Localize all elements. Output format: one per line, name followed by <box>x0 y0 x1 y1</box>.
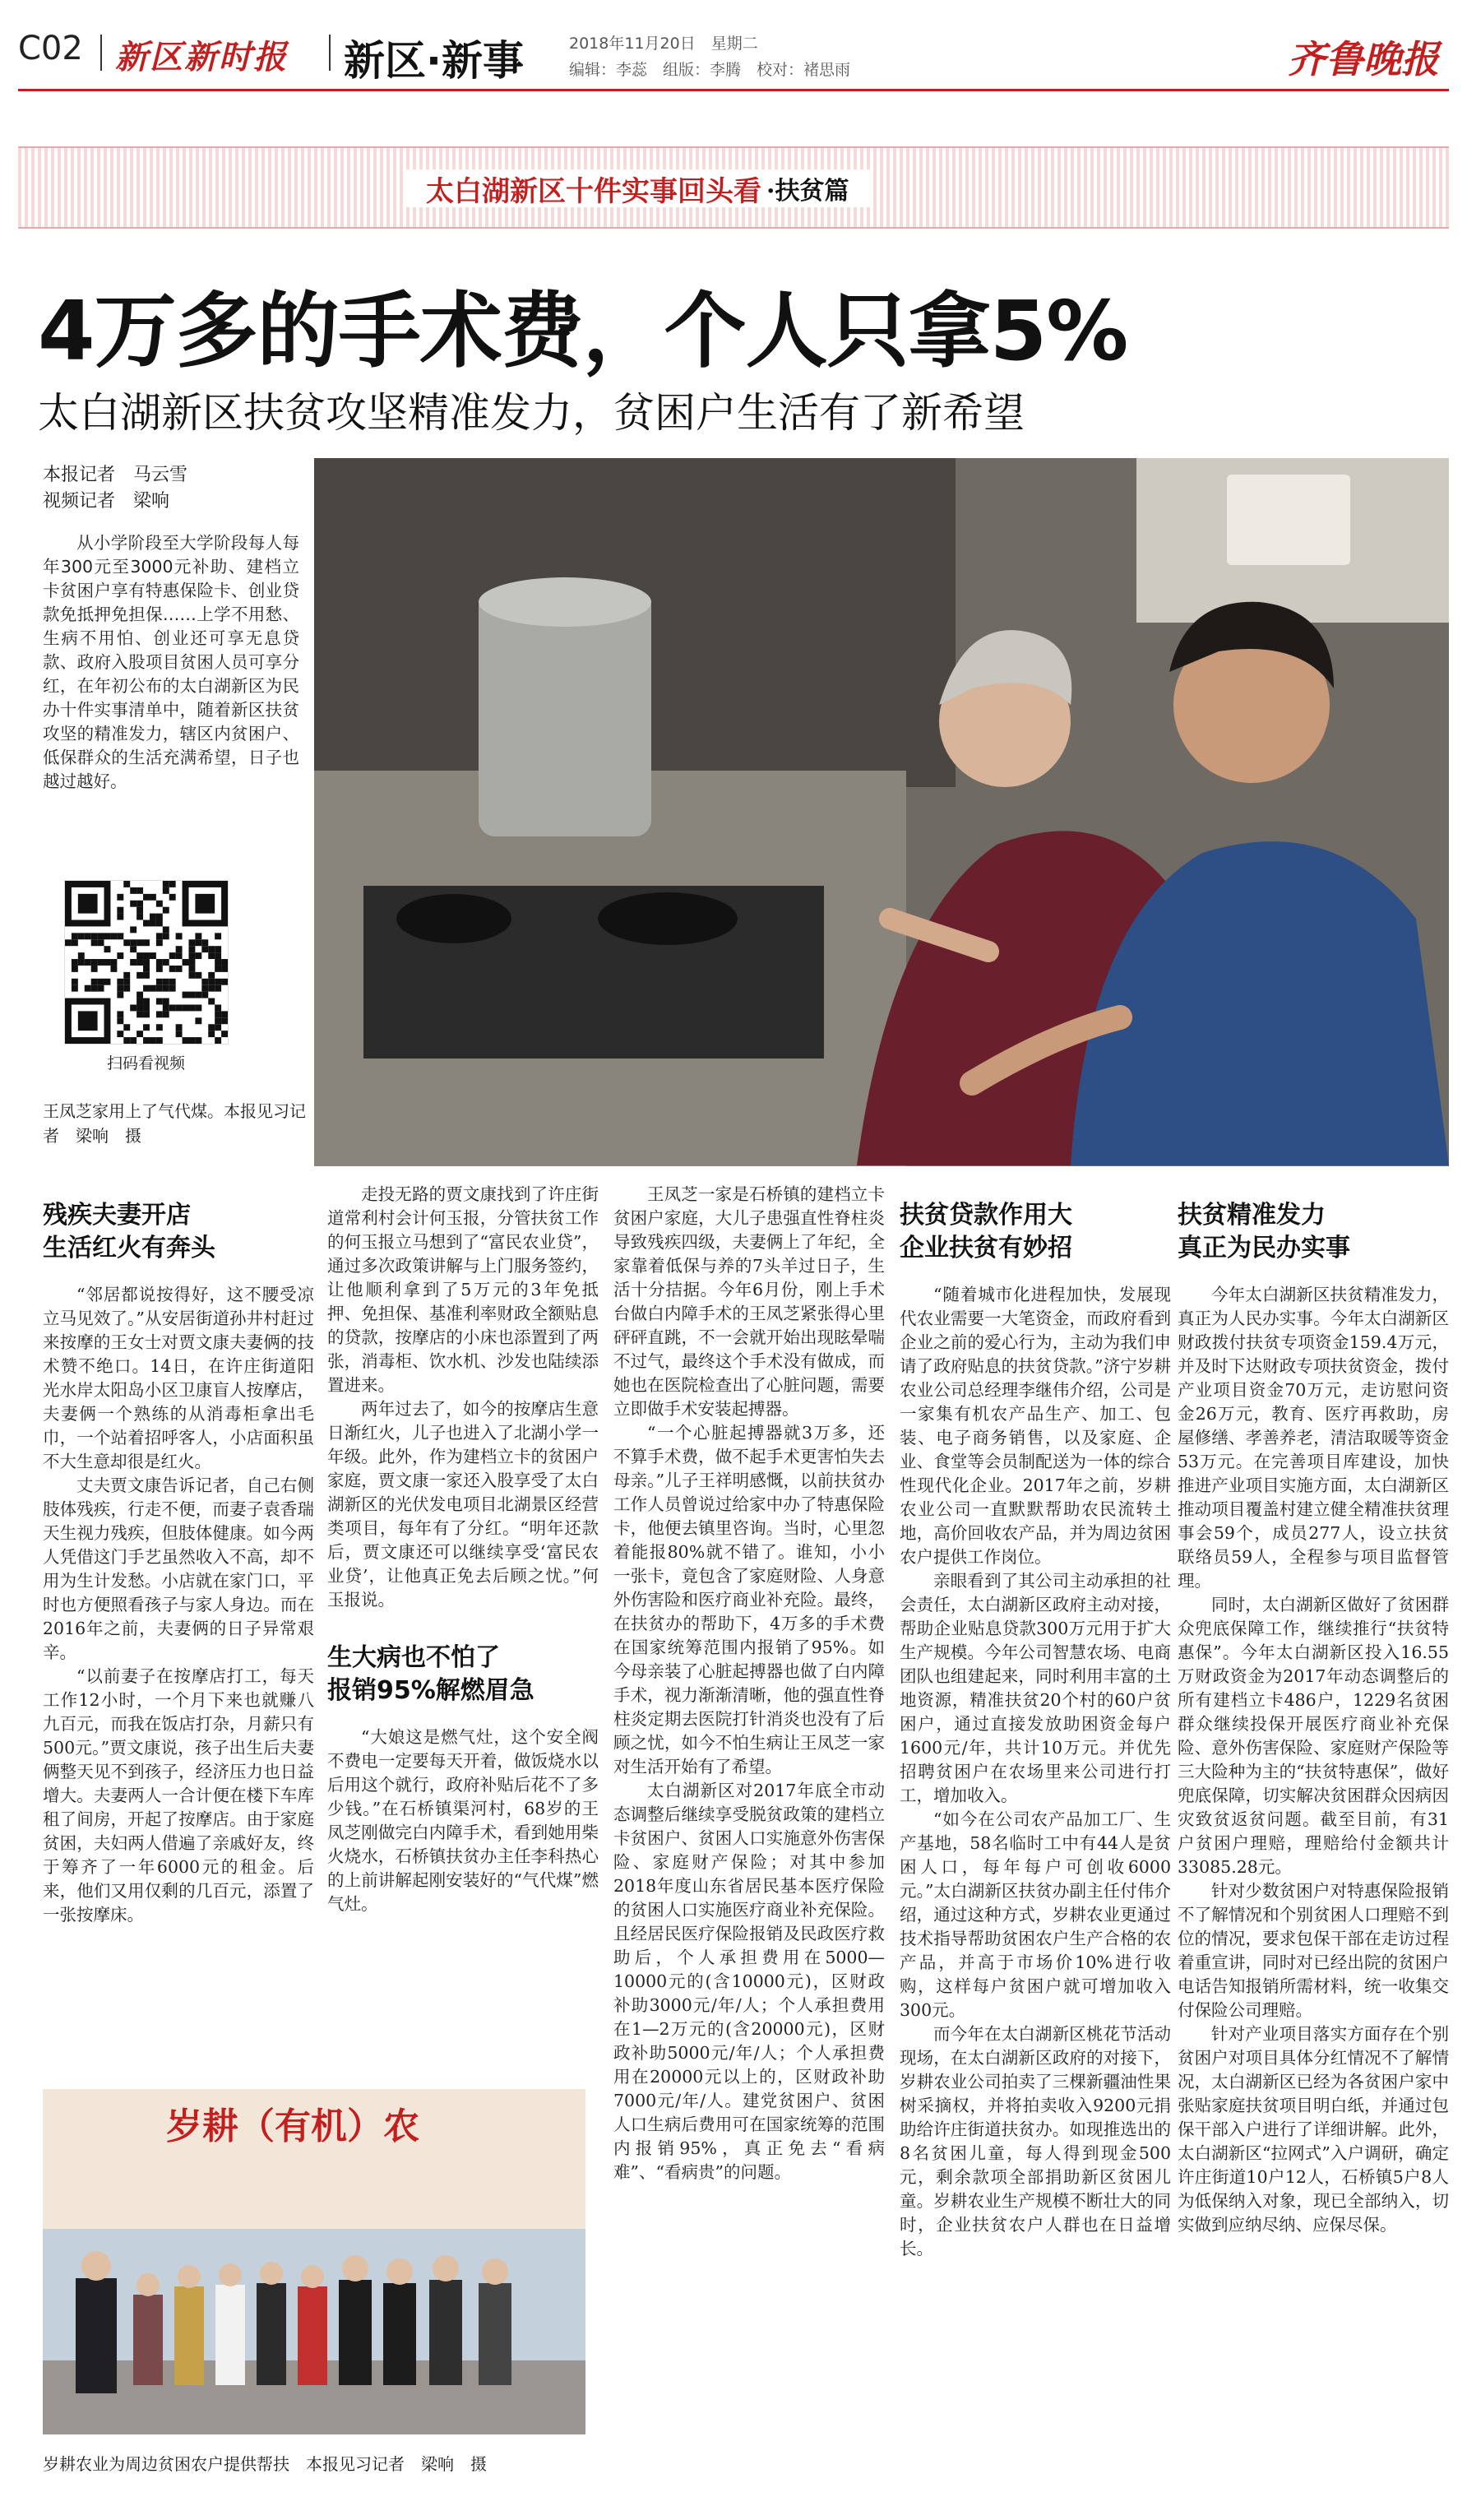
bottom-photo-caption: 岁耕农业为周边贫困农户提供帮扶 本报见习记者 梁响 摄 <box>43 2454 487 2474</box>
col2-paragraph: 走投无路的贾文康找到了许庄街道常利村会计何玉报，分管扶贫工作的何玉报立马想到了“富民农业贷”，通过多次政策讲解与上门服务签约，让他顺利拿到了5万元的3年免抵押、免担保、基准利率财政全额贴息的贷款，按摩店的小床也添置到了两张，消毒柜、饮水机、沙发也陆续添置进来。 <box>327 1184 599 1395</box>
article-column-1 <box>43 1199 314 1927</box>
col4-paragraph: “随着城市化进程加快，发展现代农业需要一大笔资金，而政府看到企业之前的爱心行为，主动为我们申请了政府贴息的扶贫贷款。”济宁岁耕农业公司总经理李继伟介绍，公司是一家集有机农产品生产、加工、包装、电子商务销售，以及家庭、企业、食堂等会员制配送为一体的综合性现代化企业。2017年之前，岁耕农业公司一直默默帮助农民流转土地，高价回收农产品，并为周边贫困农户提供工作岗位。 <box>900 1285 1171 1567</box>
qr-caption: 扫码看视频 <box>107 1054 186 1072</box>
article-column-5 <box>1178 1199 1449 2237</box>
byline <box>43 462 187 515</box>
col4-paragraph: 亲眼看到了其公司主动承担的社会责任，太白湖新区政府主动对接，帮助企业贴息贷款300万元用于扩大生产规模。今年公司智慧农场、电商团队也组建起来，同时利用丰富的土地资源，精准扶贫20个村的60户贫困户，通过直接发放助困资金每户1600元/年，共计10万元。并优先招聘贫困户在农场里来公司进行打工，增加收入。 <box>900 1571 1171 1805</box>
page-number: C02 <box>18 30 83 67</box>
col3-paragraph: “一个心脏起搏器就3万多，还不算手术费，做不起手术更害怕失去母亲。”儿子王祥明感慨，以前扶贫办工作人员曾说过给家中办了特惠保险卡，他便去镇里咨询。当时，心里忽着能报80%就不错了。谁知，小小一张卡，竟包含了家庭财险、人身意外伤害险和医疗商业补充险。最终，在扶贫办的帮助下，4万多的手术费在国家统筹范围内报销了95%。如今母亲装了心脏起搏器也做了白内障手术，视力渐渐清晰，他的强直性脊柱炎定期去医院打针消炎也没有了后顾之忧，如今不怕生病让王凤芝一家对生活开始有了希望。 <box>613 1423 885 1777</box>
subheadline: 太白湖新区扶贫攻坚精准发力，贫困户生活有了新希望 <box>38 389 1025 437</box>
bottom-photo <box>43 2089 585 2434</box>
paper-logo: 齐鲁晚报 <box>1288 37 1439 81</box>
intro-paragraph <box>43 531 299 794</box>
byline-reporter: 本报记者 马云雪 <box>43 465 188 485</box>
article-column-2 <box>327 1183 599 1916</box>
header-divider <box>100 35 102 71</box>
banner-title: 太白湖新区十件实事回头看 <box>426 174 761 208</box>
col4-heading: 扶贫贷款作用大 企业扶贫有妙招 <box>900 1201 1072 1262</box>
editors-credit: 编辑：李蕊 组版：李腾 校对：褚思雨 <box>569 61 851 79</box>
headline: 4万多的手术费，个人只拿5% <box>38 283 1128 379</box>
col3-paragraph: 王凤芝一家是石桥镇的建档立卡贫困户家庭，大儿子患强直性脊柱炎导致残疾四级，夫妻俩上了年纪，全家靠着低保与养的7头羊过日子，生活十分拮据。今年6月份，刚上手术台做白内障手术的王凤芝紧张得心里砰砰直跳，不一会就开始出现眩晕喘不过气，最终这个手术没有做成，而她也在医院检查出了心脏问题，需要立即做手术安装起搏器。 <box>613 1184 885 1419</box>
photo-caption: 王凤芝家用上了气代煤。本报见习记者 梁响 摄 <box>43 1101 306 1146</box>
bottom-photo-banner-text: 岁耕（有机）农 <box>166 2105 419 2147</box>
col4-paragraph: 而今年在太白湖新区桃花节活动现场，在太白湖新区政府的对接下，岁耕农业公司拍卖了三棵新疆油性果树采摘权，并将拍卖收入9200元捐助给许庄街道扶贫办。如现推选出的8名贫困儿童，每人得到现金500元，剩余款项全部捐助新区贫困儿童。岁耕农业生产规模不断壮大的同时，企业扶贫农户人群也在日益增长。 <box>900 2024 1171 2258</box>
col3-paragraph: 太白湖新区对2017年底全市动态调整后继续享受脱贫政策的建档立卡贫困户、贫困人口实施意外伤害保险、家庭财产保险；对其中参加2018年度山东省居民基本医疗保险的贫困人口实施医疗商业补充保险。且经居民医疗保险报销及民政医疗救助后，个人承担费用在5000—10000元的(含10000元)，区财政补助3000元/年/人；个人承担费用在1—2万元的(含20000元)，区财政补助5000元/年/人；个人承担费用在20000元以上的，区财政补助7000元/年/人。建党贫困户、贫困人口生病后费用可在国家统筹的范围内报销95%，真正免去“看病难”、“看病贵”的问题。 <box>613 1781 885 2182</box>
article-column-4 <box>900 1199 1171 2261</box>
edition-logo: 新区新时报 <box>115 38 288 76</box>
col5-paragraph: 今年太白湖新区扶贫精准发力，真正为人民办实事。今年太白湖新区财政拨付扶贫专项资金159.4万元，并及时下达财政专项扶贫资金，拨付产业项目资金70万元，走访慰问资金26万元，教育、医疗再救助，房屋修缮、孝善养老，清洁取暖等资金53万元。在完善项目库建设，加快推进产业项目实施方面，太白湖新区推动项目覆盖村建立健全精准扶贫理事会59个，成员277人，设立扶贫联络员59人，全程参与项目监督管理。 <box>1178 1285 1449 1591</box>
col5-paragraph: 同时，太白湖新区做好了贫困群众兜底保障工作，继续推行“扶贫特惠保”。今年太白湖新区投入16.55万财政资金为2017年动态调整后的所有建档立卡486户，1229名贫困群众继续投保开展医疗商业补充保险、意外伤害保险、家庭财产保险等三大险种为主的“扶贫特惠保”，做好兜底保障，切实解决贫困群众因病因灾致贫返贫问题。截至目前，有31户贫困户理赔，理赔给付金额共计33085.28元。 <box>1178 1595 1449 1877</box>
section-title: 新区·新事 <box>344 37 524 85</box>
series-banner <box>18 146 1449 229</box>
article-column-3 <box>613 1183 885 2184</box>
issue-date: 2018年11月20日 星期二 <box>569 35 758 53</box>
col4-paragraph: “如今在公司农产品加工厂、生产基地，58名临时工中有44人是贫困人口，每年每户可创收6000元。”太白湖新区扶贫办副主任付伟介绍，通过这种方式，岁耕农业更通过技术指导帮助贫困农户生产合格的农产品，并高于市场价10%进行收购，这样每户贫困户就可增加收入300元。 <box>900 1809 1171 2020</box>
col1-paragraph: “邻居都说按得好，这不腰受凉立马见效了。”从安居街道孙井村赶过来按摩的王女士对贾文康夫妻俩的技术赞不绝口。14日，在许庄街道阳光水岸太阳岛小区卫康盲人按摩店，夫妻俩一个熟练的从消毒柜拿出毛巾，一个站着招呼客人，小店面积虽不大生意却很是红火。 <box>43 1285 314 1471</box>
col1-heading: 残疾夫妻开店 生活红火有奔头 <box>43 1201 215 1262</box>
col5-heading: 扶贫精准发力 真正为民办实事 <box>1178 1201 1350 1262</box>
banner-subtitle: ·扶贫篇 <box>766 177 849 206</box>
main-photo <box>314 458 1449 1166</box>
col1-paragraph: “以前妻子在按摩店打工，每天工作12小时，一个月下来也就赚八九百元，而我在饭店打杂，月薪只有500元。”贾文康说，孩子出生后夫妻俩整天见不到孩子，经济压力也日益增大。夫妻两人一合计便在楼下车库租了间房，开起了按摩店。由于家庭贫困，夫妇两人借遍了亲戚好友，终于筹齐了一年6000元的租金。后来，他们又用仅剩的几百元，添置了一张按摩床。 <box>43 1666 314 1925</box>
col5-paragraph: 针对少数贫困户对特惠保险报销不了解情况和个别贫困人口理赔不到位的情况，要求包保干部在走访过程着重宣讲，同时对已经出院的贫困户电话告知报销所需材料，统一收集交付保险公司理赔。 <box>1178 1881 1449 2020</box>
col2-paragraph: “大娘这是燃气灶，这个安全阀不费电一定要每天开着，做饭烧水以后用这个就行，政府补贴后花不了多少钱。”在石桥镇渠河村，68岁的王凤芝刚做完白内障手术，看到她用柴火烧水，石桥镇扶贫办主任李科热心的上前讲解起刚安装好的“气代煤”燃气灶。 <box>327 1727 599 1914</box>
byline-video: 视频记者 梁响 <box>43 491 170 512</box>
intro-text: 从小学阶段至大学阶段每人每年300元至3000元补助、建档立卡贫困户享有特惠保险卡、创业贷款免抵押免担保……上学不用愁、生病不用怕、创业还可享无息贷款、政府入股项目贫困人员可享分红，在年初公布的太白湖新区为民办十件实事清单中，随着新区扶贫攻坚的精准发力，辖区内贫困户、低保群众的生活充满希望，日子也越过越好。 <box>43 533 299 791</box>
col5-paragraph: 针对产业项目落实方面存在个别贫困户对项目具体分红情况不了解情况，太白湖新区已经为各贫困户家中张贴家庭扶贫项目明白纸，并通过包保干部入户进行了详细讲解。此外，太白湖新区“拉网式”入户调研，确定许庄街道10户12人，石桥镇5户8人为低保纳入对象，现已全部纳入，切实做到应纳尽纳、应保尽保。 <box>1178 2024 1449 2235</box>
col2-paragraph: 两年过去了，如今的按摩店生意日渐红火，儿子也进入了北湖小学一年级。此外，作为建档立卡的贫困户家庭，贾文康一家还入股享受了太白湖新区的光伏发电项目北湖景区经营类项目，每年有了分红。“明年还款后，贾文康还可以继续享受‘富民农业贷’，让他真正免去后顾之忧。”何玉报说。 <box>327 1399 599 1610</box>
header-divider <box>329 35 331 71</box>
col1-paragraph: 丈夫贾文康告诉记者，自己右侧肢体残疾，行走不便，而妻子袁香瑞天生视力残疾，但肢体健康。如今两人凭借这门手艺虽然收入不高，却不用为生计发愁。小店就在家门口，平时也方便照看孩子与家人身边。而在2016年之前，夫妻俩的日子异常艰辛。 <box>43 1475 314 1662</box>
qr-code-icon[interactable] <box>64 880 229 1045</box>
col2-heading: 生大病也不怕了 报销95%解燃眉急 <box>327 1643 535 1705</box>
header-rule <box>18 89 1449 91</box>
